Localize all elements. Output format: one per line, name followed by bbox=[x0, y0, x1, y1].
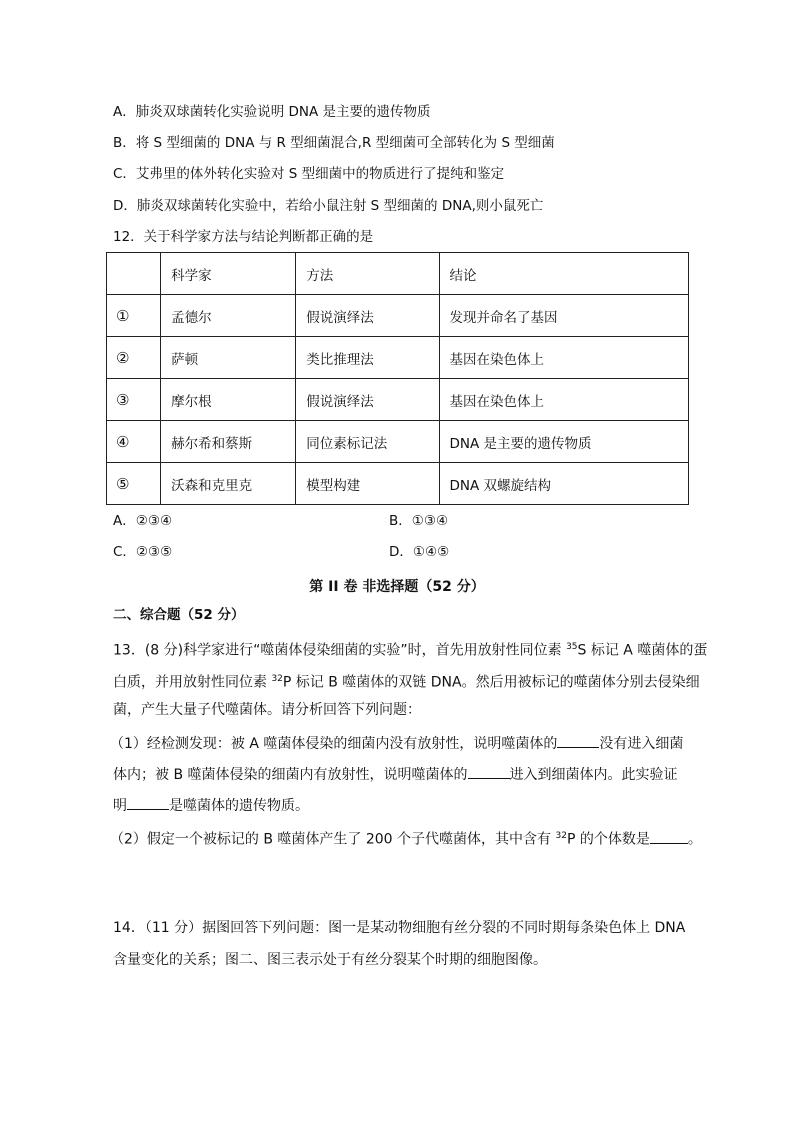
q13-text: （2）假定一个被标记的 B 噬菌体产生了 200 个子代噬菌体，其中含有 bbox=[110, 831, 556, 848]
table-cell: 孟德尔 bbox=[161, 295, 296, 337]
table-cell: 摩尔根 bbox=[161, 379, 296, 421]
q12-table bbox=[106, 252, 689, 505]
q11-option-c: C．艾弗里的体外转化实验对 S 型细菌中的物质进行了提纯和鉴定 bbox=[113, 166, 505, 182]
section-title: 第 II 卷 非选择题（52 分） bbox=[309, 579, 485, 595]
q12-option-d: D．①④⑤ bbox=[389, 544, 450, 560]
answer-blank[interactable] bbox=[557, 733, 599, 748]
q13-text: 体内；被 B 噬菌体侵染的细菌内有放射性，说明噬菌体的 bbox=[113, 767, 468, 783]
q13-text: 。 bbox=[687, 831, 702, 848]
superscript: 35 bbox=[566, 642, 578, 652]
q12-stem: 12．关于科学家方法与结论判断都正确的是 bbox=[113, 229, 374, 245]
q13-text: 是噬菌体的遗传物质。 bbox=[169, 798, 309, 814]
q13-text: （1）经检测发现：被 A 噬菌体侵染的细菌内没有放射性，说明噬菌体的 bbox=[110, 736, 558, 752]
q13-text: 白质，并用放射性同位素 bbox=[113, 674, 272, 691]
q13-text: 13．(8 分)科学家进行“噬菌体侵染细菌的实验”时，首先用放射性同位素 bbox=[113, 642, 567, 659]
q13-text: P 标记 B 噬菌体的双链 DNA。然后用被标记的噬菌体分别去侵染细 bbox=[282, 674, 700, 691]
q13-sub1-line-3 bbox=[113, 795, 309, 816]
q11-option-d: D．肺炎双球菌转化实验中，若给小鼠注射 S 型细菌的 DNA,则小鼠死亡 bbox=[113, 198, 544, 214]
q11-option-a: A．肺炎双球菌转化实验说明 DNA 是主要的遗传物质 bbox=[113, 104, 431, 120]
table-header-cell: 方法 bbox=[296, 253, 439, 295]
table-cell: 基因在染色体上 bbox=[439, 379, 688, 421]
q13-sub2-line bbox=[110, 826, 702, 850]
table-cell: ① bbox=[107, 295, 161, 337]
table-header-row bbox=[107, 253, 689, 295]
answer-blank[interactable] bbox=[650, 829, 688, 844]
table-cell: ② bbox=[107, 337, 161, 379]
q14-line-2: 含量变化的关系；图二、图三表示处于有丝分裂某个时期的细胞图像。 bbox=[113, 952, 547, 968]
q11-option-b: B．将 S 型细菌的 DNA 与 R 型细菌混合,R 型细菌可全部转化为 S 型细菌 bbox=[113, 135, 555, 151]
table-header-cell bbox=[107, 253, 161, 295]
superscript: 32 bbox=[555, 831, 567, 841]
q13-line-3: 菌，产生大量子代噬菌体。请分析回答下列问题： bbox=[113, 702, 421, 718]
part-heading: 二、综合题（52 分） bbox=[113, 607, 245, 623]
table-header-cell: 科学家 bbox=[161, 253, 296, 295]
table-cell: 假说演绎法 bbox=[296, 379, 439, 421]
table-cell: 发现并命名了基因 bbox=[439, 295, 688, 337]
table-cell: 模型构建 bbox=[296, 463, 439, 505]
table-cell: ⑤ bbox=[107, 463, 161, 505]
q12-option-c: C．②③⑤ bbox=[113, 544, 173, 560]
answer-blank[interactable] bbox=[468, 764, 510, 779]
q13-text: 进入到细菌体内。此实验证 bbox=[509, 767, 678, 783]
q13-sub1-line-2 bbox=[113, 764, 678, 785]
q13-line-2 bbox=[113, 669, 700, 693]
table-cell: 同位素标记法 bbox=[296, 421, 439, 463]
table-row bbox=[107, 337, 689, 379]
q13-text: 没有进入细菌 bbox=[599, 736, 684, 752]
q13-text: 明 bbox=[113, 798, 127, 814]
table-row bbox=[107, 295, 689, 337]
table-cell: 类比推理法 bbox=[296, 337, 439, 379]
table-cell: DNA 双螺旋结构 bbox=[439, 463, 688, 505]
table-cell: ④ bbox=[107, 421, 161, 463]
table-cell: 假说演绎法 bbox=[296, 295, 439, 337]
q12-option-a: A．②③④ bbox=[113, 513, 173, 529]
q13-line-1 bbox=[113, 637, 707, 661]
table-row bbox=[107, 463, 689, 505]
table-row bbox=[107, 421, 689, 463]
table-cell: DNA 是主要的遗传物质 bbox=[439, 421, 688, 463]
table-cell: 沃森和克里克 bbox=[161, 463, 296, 505]
table-header-cell: 结论 bbox=[439, 253, 688, 295]
table-row bbox=[107, 379, 689, 421]
q14-line-1: 14．（11 分）据图回答下列问题：图一是某动物细胞有丝分裂的不同时期每条染色体上 DNA bbox=[113, 920, 686, 936]
q13-text: P 的个体数是 bbox=[566, 831, 650, 848]
q13-sub1-line-1 bbox=[110, 733, 683, 754]
table-cell: 基因在染色体上 bbox=[439, 337, 688, 379]
table-cell: ③ bbox=[107, 379, 161, 421]
q12-option-b: B．①③④ bbox=[389, 513, 449, 529]
table-cell: 赫尔希和蔡斯 bbox=[161, 421, 296, 463]
superscript: 32 bbox=[271, 674, 283, 684]
q13-text: S 标记 A 噬菌体的蛋 bbox=[577, 642, 708, 659]
table-cell: 萨顿 bbox=[161, 337, 296, 379]
answer-blank[interactable] bbox=[127, 795, 169, 810]
